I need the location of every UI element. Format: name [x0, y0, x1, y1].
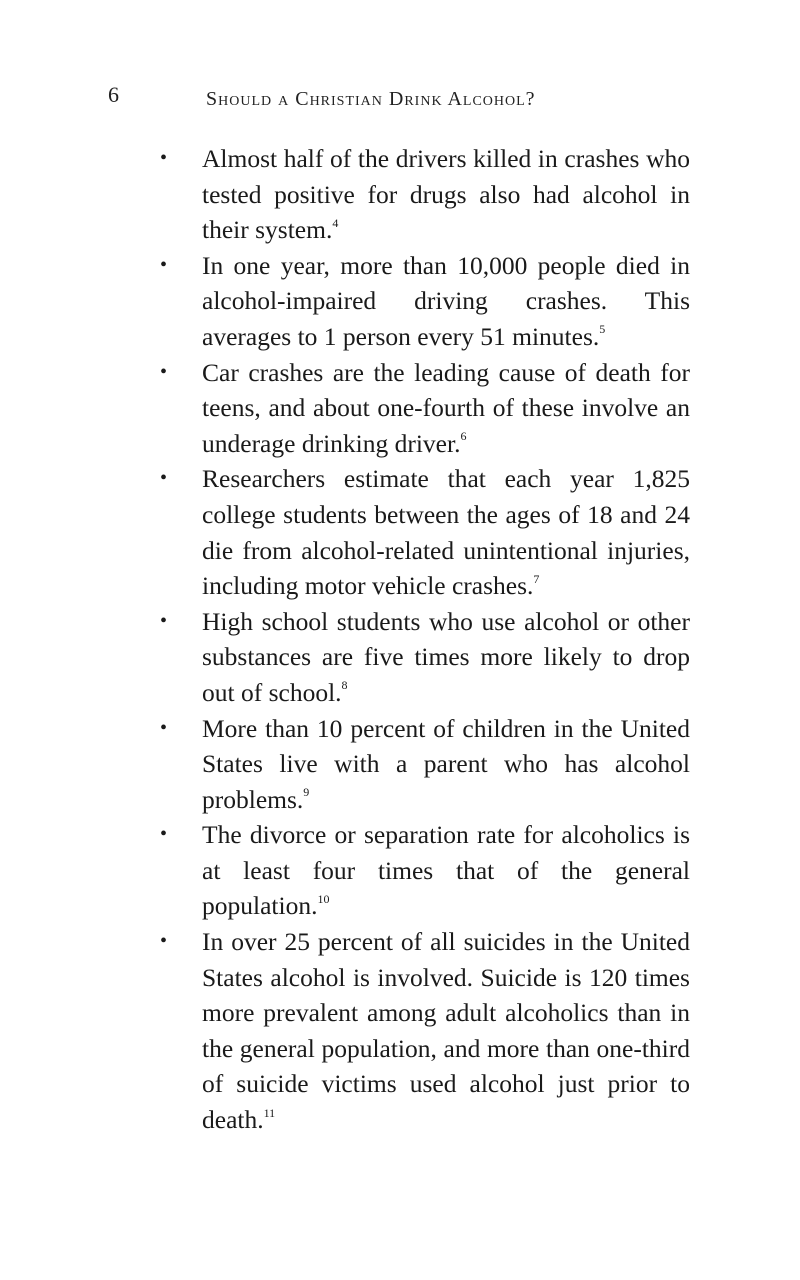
bullet-icon: •: [160, 467, 168, 490]
bullet-item: [160, 604, 690, 711]
footnote-marker: 5: [599, 322, 606, 337]
bullet-icon: •: [160, 716, 168, 739]
footnote-marker: 7: [533, 571, 540, 586]
footnote-marker: 9: [303, 785, 310, 800]
bullet-item: [160, 461, 690, 603]
bullet-icon: •: [160, 609, 168, 632]
page-number: 6: [108, 82, 119, 107]
footnote-marker: 6: [460, 429, 467, 444]
footnote-marker: 4: [332, 215, 339, 230]
bullet-text: Almost half of the drivers killed in crashes who tested positive for drugs also had alcohol in their system.$^4$: [202, 144, 690, 245]
bullet-icon: •: [160, 930, 168, 953]
bullet-icon: •: [160, 147, 168, 169]
bullet-text: In over 25 percent of all suicides in the United States alcohol is involved. Suicide is 120 times more prevalent among adult alcoholics than in the general population, and more than one-third of suicide victims used alcohol just prior to death.$^{11}$: [202, 927, 690, 1135]
bullet-item: [160, 248, 690, 355]
footnote-marker: 11: [263, 1105, 276, 1120]
bullet-text: High school students who use alcohol or other substances are five times more likely to drop out of school.$^8$: [202, 606, 690, 707]
footnote-marker: 10: [317, 891, 330, 906]
bullet-text: In one year, more than 10,000 people died in alcohol-impaired driving crashes. This averages to 1 person every 51 minutes.$^5$: [202, 250, 690, 351]
running-head-title: Should a Christian Drink Alcohol?: [206, 88, 536, 110]
bullet-text: Car crashes are the leading cause of death for teens, and about one-fourth of these involve an underage drinking driver.$^6$: [202, 357, 690, 458]
bullet-item: [160, 711, 690, 818]
bullet-icon: •: [160, 823, 168, 846]
bullet-item: [160, 924, 690, 1138]
bullet-text: Researchers estimate that each year 1,825 college students between the ages of 18 and 24 die from alcohol-related unintentional injuries, including motor vehicle crashes.$^7$: [202, 464, 690, 601]
bullet-item: [160, 817, 690, 924]
statistics-bullet-list: [160, 141, 690, 1138]
bullet-text: More than 10 percent of children in the United States live with a parent who has alcohol problems.$^9$: [202, 713, 690, 814]
bullet-item: [160, 355, 690, 462]
bullet-icon: •: [160, 253, 168, 276]
bullet-item: [160, 141, 690, 248]
footnote-marker: 8: [341, 678, 348, 693]
bullet-icon: •: [160, 360, 168, 383]
bullet-text: The divorce or separation rate for alcoholics is at least four times that of the general population.$^{10}$: [202, 820, 690, 921]
